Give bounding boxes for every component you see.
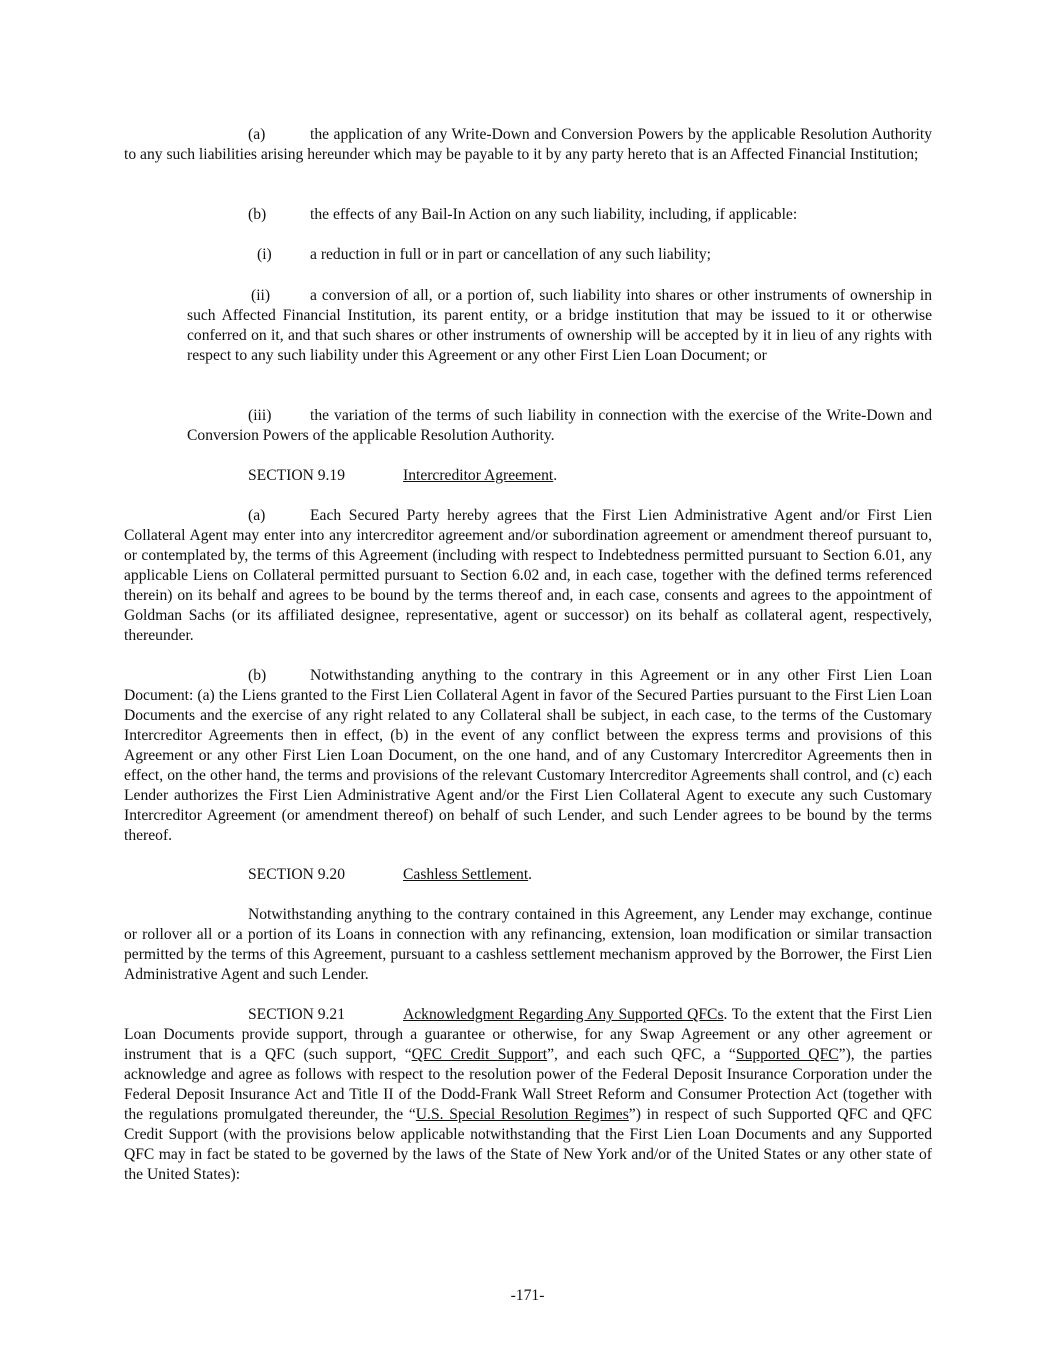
section-9-21-text-3: ”), the parties acknowledge and agree as follows with respect to the resolution power of the Federal Deposit Insurance Corporation under the Federal Deposit Insurance Act and Title II of the Dodd-Frank Wall Street Reform and Consumer Protection Act (together with the regulations promulgated thereunder, the “ (124, 1046, 933, 1123)
section-9-21-text-1: . To the extent that the First Lien Loan Documents provide support, through a guarantee or otherwise, for any Swap Agreement or any other agreement or instrument that is a QFC (such support, “ (124, 1006, 932, 1063)
clause-i-text: a reduction in full or in part or cancellation of any such liability; (310, 246, 711, 263)
section-9-19-number: SECTION 9.19 (248, 467, 346, 484)
section-9-19-a-text: Each Secured Party hereby agrees that the First Lien Administrative Agent and/or First Lien Collateral Agent may enter into any intercreditor agreement and/or subordination agreement or amendment thereof pursuant to, or contemplated by, the terms of this Agreement (including with respect to Indebtedness permitted pursuant to Section 6.01, any applicable Liens on Collateral permitted pursuant to Section 6.02 and, in each case, together with the defined terms referenced therein) on its behalf and agrees to be bound by the terms thereof and, in each case, consents and agrees to the appointment of Goldman Sachs (or its affiliated designee, representative, agent or successor) on its behalf as collateral agent, respectively, thereunder. (124, 507, 932, 644)
clause-iii-paragraph (187, 406, 932, 446)
defined-term-qfc-credit-support: QFC Credit Support (411, 1046, 548, 1063)
section-9-19-b-paragraph (124, 666, 932, 846)
clause-b-label: (b) (248, 206, 267, 223)
clause-iii-label: (iii) (248, 407, 272, 424)
section-9-21-text-2: ”, and each such QFC, a “ (547, 1046, 736, 1063)
clause-a-paragraph (124, 125, 932, 165)
clause-iii-text: the variation of the terms of such liability in connection with the exercise of the Write-Down and Conversion Powers of the applicable Resolution Authority. (187, 407, 932, 444)
section-9-21-paragraph (124, 1005, 932, 1185)
section-9-20-heading: SECTION 9.20 Cashless Settlement. (248, 866, 533, 883)
section-9-19-title: Intercreditor Agreement (403, 467, 554, 484)
section-9-20-title: Cashless Settlement (403, 866, 529, 883)
defined-term-supported-qfc: Supported QFC (735, 1046, 839, 1063)
clause-b-text: the effects of any Bail-In Action on any such liability, including, if applicable: (310, 206, 798, 223)
section-9-21-text-4: ”) in respect of such Supported QFC and QFC Credit Support (with the provisions below applicable notwithstanding that the First Lien Loan Documents and any Supported QFC may in fact be stated to be governed by the laws of the State of New York and/or of the United States or any other state of the United States): (124, 1106, 932, 1183)
clause-i-label: (i) (257, 246, 272, 263)
section-9-21-number: SECTION 9.21 (248, 1006, 346, 1023)
section-9-21-title: Acknowledgment Regarding Any Supported QFCs (403, 1006, 724, 1023)
section-9-19-b-text: Notwithstanding anything to the contrary in this Agreement or in any other First Lien Loan Document: (a) the Liens granted to the First Lien Collateral Agent in favor of the Secured Parties pursuant to the First Lien Loan Documents and the exercise of any right related to any Collateral shall be subject, in each case, to the terms of the Customary Intercreditor Agreements then in effect, (b) in the event of any conflict between the express terms and provisions of this Agreement or any other First Lien Loan Document, on the one hand, and of any Customary Intercreditor Agreements then in effect, on the other hand, the terms and provisions of the relevant Customary Intercreditor Agreements shall control, and (c) each Lender authorizes the First Lien Administrative Agent and/or the First Lien Collateral Agent to execute any such Customary Intercreditor Agreement (or amendment thereof) on behalf of such Lender, and such Lender agrees to be bound by the terms thereof. (124, 667, 932, 844)
page-number: -171- (510, 1287, 545, 1304)
clause-b-paragraph (124, 205, 932, 225)
clause-a-text: the application of any Write-Down and Conversion Powers by the applicable Resolution Authority to any such liabilities arising hereunder which may be payable to it by any party hereto that is an Affected Financial Institution; (124, 126, 932, 163)
section-9-19-b-label: (b) (248, 667, 267, 684)
section-9-20-text: Notwithstanding anything to the contrary contained in this Agreement, any Lender may exchange, continue or rollover all or a portion of its Loans in connection with any refinancing, extension, loan modification or similar transaction permitted by the terms of this Agreement, pursuant to a cashless settlement mechanism approved by the Borrower, the First Lien Administrative Agent and such Lender. (124, 906, 932, 983)
section-9-20-paragraph (124, 905, 932, 985)
section-9-20-number: SECTION 9.20 (248, 866, 346, 883)
clause-i-paragraph (124, 245, 932, 265)
clause-a-label: (a) (248, 126, 266, 143)
defined-term-us-special-resolution-regimes: U.S. Special Resolution Regimes (415, 1106, 629, 1123)
clause-ii-text: a conversion of all, or a portion of, such liability into shares or other instruments of ownership in such Affected Financial Institution, its parent entity, or a bridge institution that may be issued to it or otherwise conferred on it, and that such shares or other instruments of ownership will be accepted by it in lieu of any rights with respect to any such liability under this Agreement or any other First Lien Loan Document; or (187, 287, 932, 364)
clause-ii-label: (ii) (251, 287, 271, 304)
section-9-19-a-label: (a) (248, 507, 266, 524)
clause-ii-paragraph (187, 286, 932, 366)
section-9-19-heading: SECTION 9.19 Intercreditor Agreement. (248, 467, 558, 484)
section-9-19-a-paragraph (124, 506, 932, 646)
